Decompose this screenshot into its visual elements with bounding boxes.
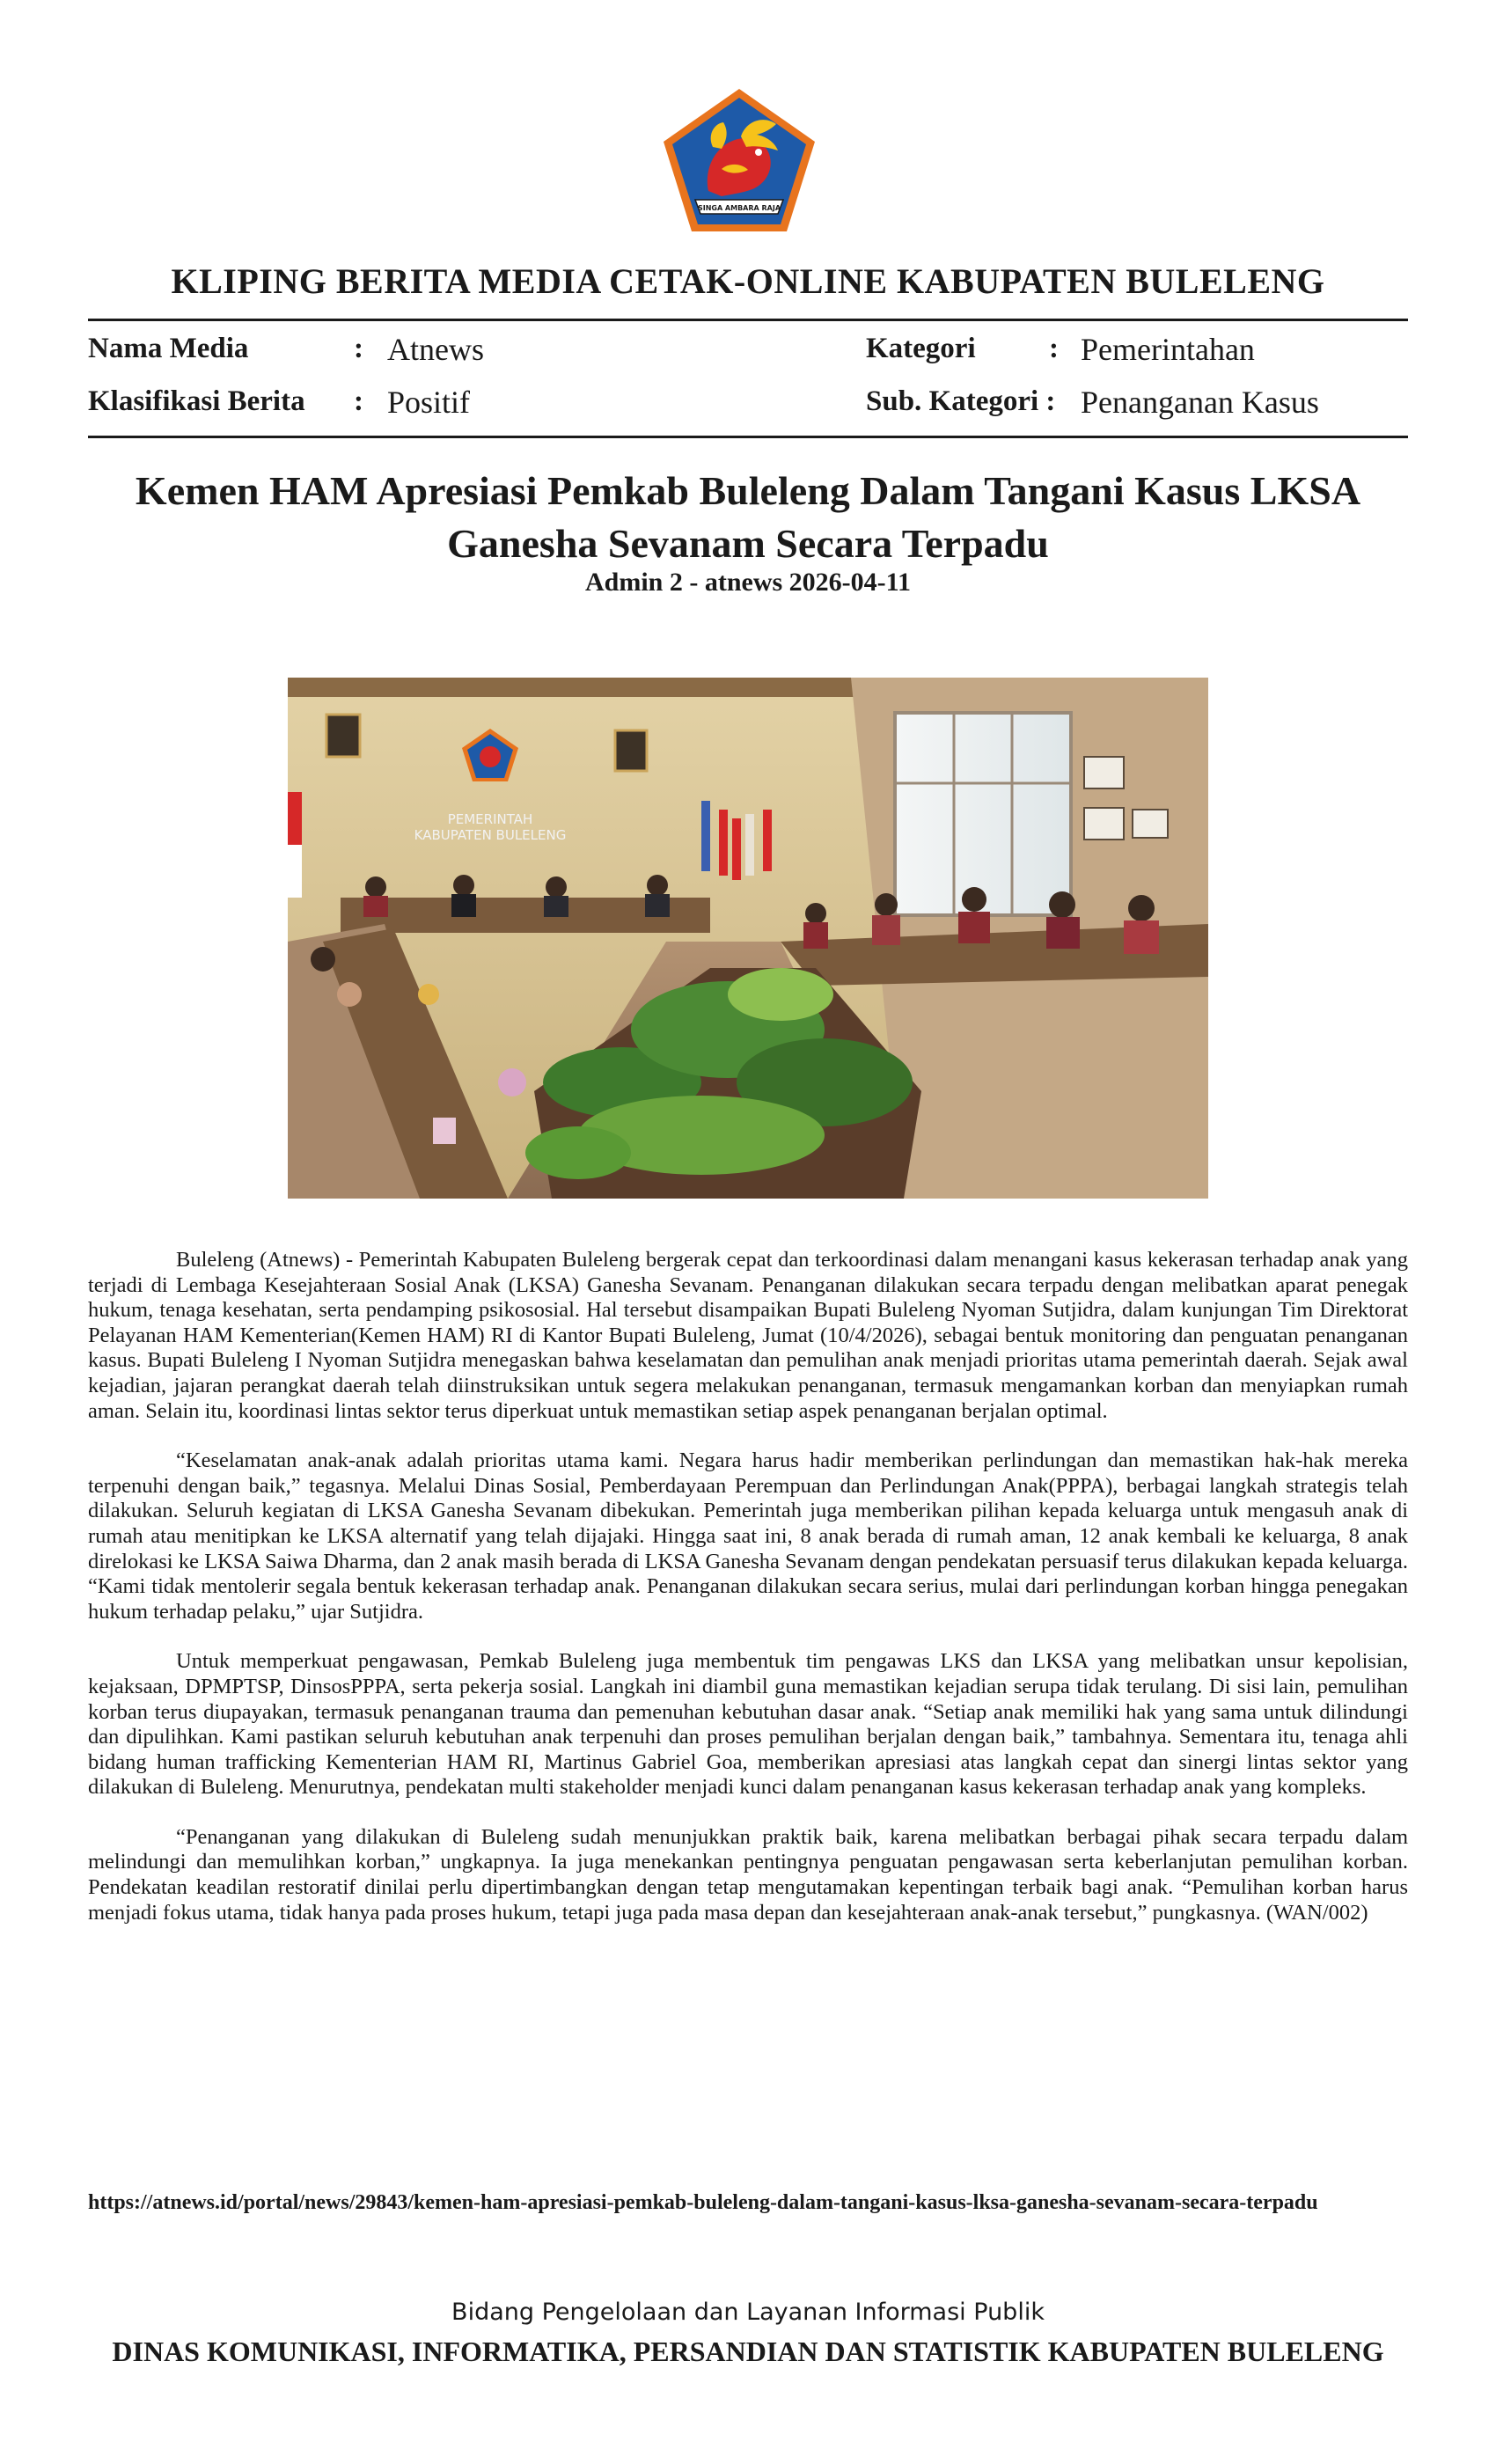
source-url-link[interactable]: https://atnews.id/portal/news/29843/kemen-ham-apresiasi-pemkab-buleleng-dalam-tangani-kasus-lksa-ganesha-sevanam-secara-terpadu [88,2191,1318,2214]
footer-agency: DINAS KOMUNIKASI, INFORMATIKA, PERSANDIAN DAN STATISTIK KABUPATEN BULELENG [112,2336,1384,2367]
photo-sign-line2: KABUPATEN BULELENG [414,827,567,843]
document-title: KLIPING BERITA MEDIA CETAK-ONLINE KABUPATEN BULELENG [171,261,1325,301]
divider-top [88,319,1408,321]
meeting-photo [288,678,1208,1199]
sub-kategori-label: Sub. Kategori : [866,385,1056,417]
klasifikasi-colon: : [354,385,363,417]
klasifikasi-value: Positif [387,385,471,420]
divider-bottom [88,436,1408,438]
footer-unit: Bidang Pengelolaan dan Layanan Informasi Publik [451,2299,1045,2326]
logo-ribbon-text: SINGA AMBARA RAJA [697,204,781,212]
kategori-label: Kategori [866,333,976,364]
article-paragraph: Buleleng (Atnews) - Pemerintah Kabupaten Buleleng bergerak cepat dan terkoordinasi dalam menangani kasus kekerasan terhadap anak yang terjadi di Lembaga Kesejahteraan Sosial Anak (LKSA) Ganesha Sevanam. Penanganan dilakukan secara terpadu dengan melibatkan aparat penegak hukum, tenaga kesehatan, serta pendamping psikososial. Hal tersebut disampaikan Bupati Buleleng Nyoman Sutjidra, dalam kunjungan Tim Direktorat Pelayanan HAM Kementerian(Kemen HAM) RI di Kantor Bupati Buleleng, Jumat (10/4/2026), sebagai bentuk monitoring dan penguatan penanganan kasus. Bupati Buleleng I Nyoman Sutjidra menegaskan bahwa keselamatan dan pemulihan anak menjadi prioritas utama pemerintah daerah. Sejak awal kejadian, jajaran perangkat daerah telah diinstruksikan untuk segera melakukan penanganan, termasuk mengamankan korban dan menyiapkan rumah aman. Selain itu, koordinasi lintas sektor terus diperkuat untuk memastikan setiap aspek penanganan berjalan optimal. [88,1248,1408,1423]
article-paragraph: “Keselamatan anak-anak adalah prioritas utama kami. Negara harus hadir memberikan perlindungan dan memastikan hak-hak mereka terpenuhi dengan baik,” tegasnya. Melalui Dinas Sosial, Pemberdayaan Perempuan dan Perlindungan Anak(PPPA), berbagai langkah strategis telah dilakukan. Seluruh kegiatan di LKSA Ganesha Sevanam dibekukan. Pemerintah juga memberikan pilihan kepada keluarga untuk mengasuh anak di rumah atau menitipkan ke LKSA alternatif yang telah dijajaki. Hingga saat ini, 8 anak berada di rumah aman, 12 anak kembali ke keluarga, 8 anak direlokasi ke LKSA Saiwa Dharma, dan 2 anak masih berada di LKSA Ganesha Sevanam dengan pendekatan persuasif terus dilakukan kepada keluarga. “Kami tidak mentolerir segala bentuk kekerasan terhadap anak. Penanganan dilakukan secara serius, mulai dari perlindungan korban hingga penegakan hukum terhadap pelaku,” ujar Sutjidra. [88,1448,1408,1624]
article-body [88,1248,1408,1950]
article-paragraph: “Penanganan yang dilakukan di Buleleng sudah menunjukkan praktik baik, karena melibatkan berbagai pihak secara terpadu dalam melindungi dan memulihkan korban,” ungkapnya. Ia juga menekankan pentingnya penguatan pengawasan serta keberlanjutan pemulihan korban. Pendekatan keadilan restoratif dinilai perlu dipertimbangkan dengan tetap mengutamakan kepentingan terbaik bagi anak. “Pemulihan korban harus menjadi fokus utama, tidak hanya pada proses hukum, tetapi juga pada masa depan dan kesejahteraan anak-anak tersebut,” pungkasnya. (WAN/002) [88,1824,1408,1925]
nama-media-label: Nama Media [88,333,249,364]
photo-sign-line1: PEMERINTAH [447,811,533,827]
klasifikasi-label: Klasifikasi Berita [88,385,305,417]
kategori-value: Pemerintahan [1081,332,1255,367]
article-title: Kemen HAM Apresiasi Pemkab Buleleng Dalam Tangani Kasus LKSA Ganesha Sevanam Secara Terpadu [135,468,1361,566]
sub-kategori-value: Penanganan Kasus [1081,385,1319,420]
article-byline: Admin 2 - atnews 2026-04-11 [584,568,911,597]
nama-media-value: Atnews [387,332,484,367]
article-paragraph: Untuk memperkuat pengawasan, Pemkab Buleleng juga membentuk tim pengawas LKS dan LKSA yang melibatkan unsur kepolisian, kejaksaan, DPMPTSP, DinsosPPPA, serta pekerja sosial. Langkah ini diambil guna memastikan kejadian serupa tidak terulang. Di sisi lain, pemulihan korban terus diupayakan, termasuk penanganan trauma dan pemenuhan kebutuhan dasar anak. “Setiap anak memiliki hak yang sama untuk dilindungi dan dipulihkan. Kami pastikan seluruh kebutuhan anak terpenuhi dan proses pemulihan berjalan dengan baik,” tambahnya. Sementara itu, tenaga ahli bidang human trafficking Kementerian HAM RI, Martinus Gabriel Goa, memberikan apresiasi atas langkah cepat dan sinergi lintas sektor yang dilakukan di Buleleng. Menurutnya, pendekatan multi stakeholder menjadi kunci dalam penanganan kasus kekerasan terhadap anak yang kompleks. [88,1649,1408,1800]
kategori-colon: : [1049,333,1059,364]
nama-media-colon: : [354,333,363,364]
kabupaten-buleleng-logo [660,85,818,235]
